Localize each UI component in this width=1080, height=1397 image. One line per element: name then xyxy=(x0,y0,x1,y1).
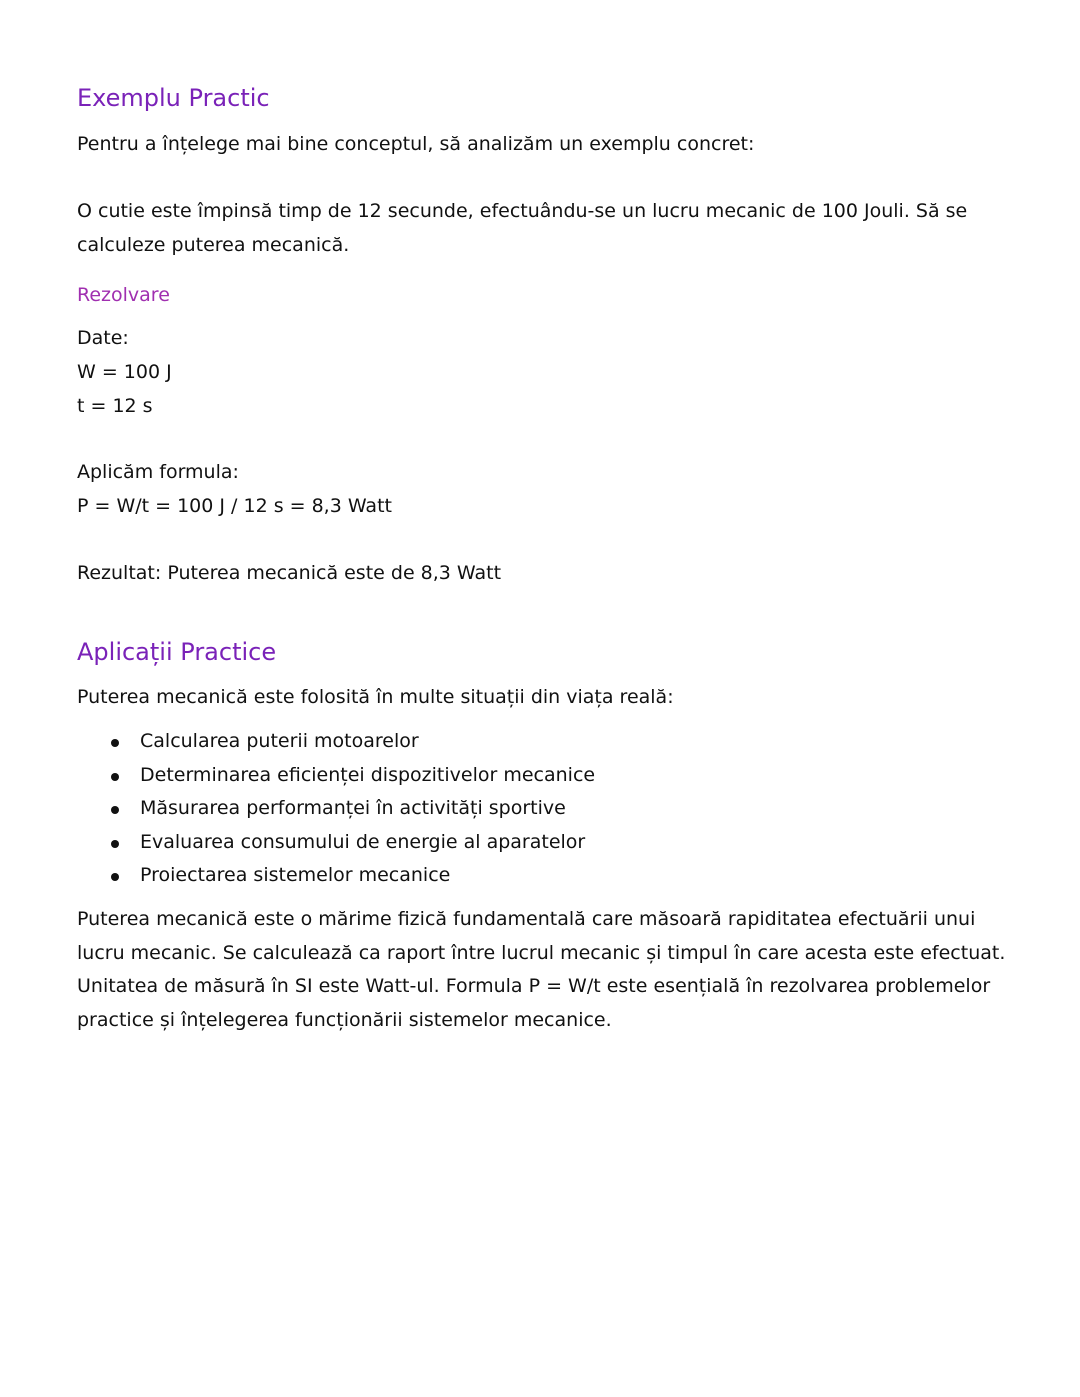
list-item-text: Evaluarea consumului de energie al aparatelor xyxy=(140,830,586,853)
bullet-icon xyxy=(111,806,119,814)
solution-time-value: t = 12 s xyxy=(77,395,153,417)
list-item xyxy=(77,826,595,860)
applications-heading: Aplicații Practice xyxy=(77,638,277,666)
solution-apply-label: Aplicăm formula: xyxy=(77,461,239,483)
applications-intro: Puterea mecanică este folosită în multe situații din viața reală: xyxy=(77,686,674,708)
solution-formula: P = W/t = 100 J / 12 s = 8,3 Watt xyxy=(77,495,392,517)
list-item-text: Determinarea eficienței dispozitivelor mecanice xyxy=(140,763,596,786)
list-item xyxy=(77,725,595,759)
solution-data-label: Date: xyxy=(77,327,129,349)
list-item xyxy=(77,759,595,793)
bullet-icon xyxy=(111,840,119,848)
bullet-icon xyxy=(111,739,119,747)
applications-list xyxy=(77,725,595,893)
bullet-icon xyxy=(111,773,119,781)
list-item-text: Calcularea puterii motoarelor xyxy=(140,730,419,752)
summary-paragraph: Puterea mecanică este o mărime fizică fundamentală care măsoară rapiditatea efectuării unui lucru mecanic. Se calculează ca raport între lucrul mecanic și timpul în care acesta este efectuat. Unitatea de măsură în SI este Watt-ul. Formula P = W/t este esențială în rezolvarea problemelor practice și înțelegerea funcționării sistemelor mecanice. xyxy=(77,908,1006,1031)
list-item xyxy=(77,792,595,826)
list-item-text: Măsurarea performanței în activități sportive xyxy=(140,797,566,819)
example-problem: O cutie este împinsă timp de 12 secunde, efectuându-se un lucru mecanic de 100 Jouli. Să se calculeze puterea mecanică. xyxy=(77,200,968,256)
list-item-text: Proiectarea sistemelor mecanice xyxy=(140,864,451,886)
bullet-icon xyxy=(111,873,119,881)
example-heading: Exemplu Practic xyxy=(77,84,270,112)
solution-heading: Rezolvare xyxy=(77,284,170,306)
list-item xyxy=(77,859,595,893)
example-intro: Pentru a înțelege mai bine conceptul, să analizăm un exemplu concret: xyxy=(77,133,755,155)
solution-work-value: W = 100 J xyxy=(77,361,172,383)
solution-result: Rezultat: Puterea mecanică este de 8,3 Watt xyxy=(77,562,502,584)
